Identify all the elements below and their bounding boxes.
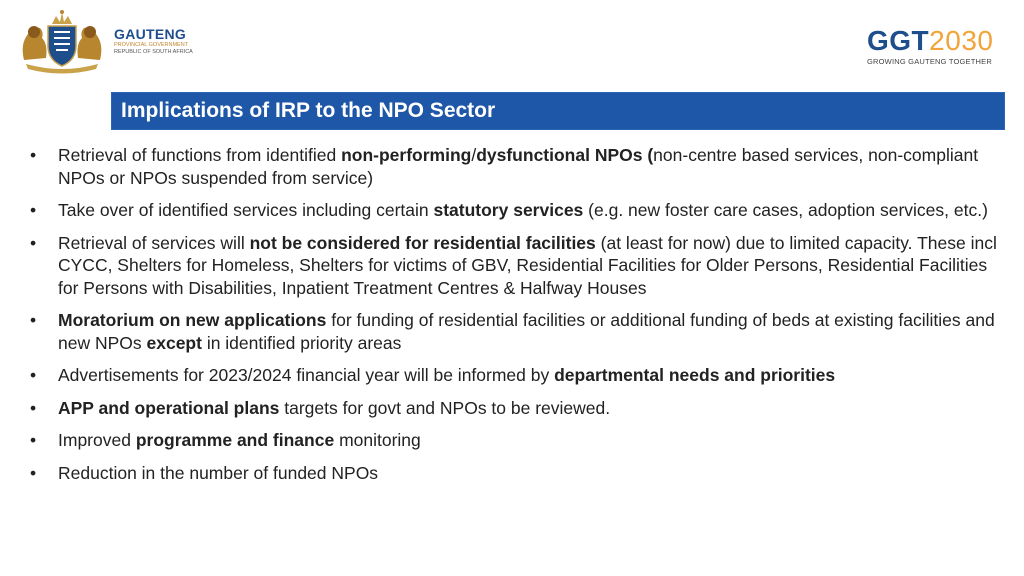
bullet-1-text-2: / — [471, 145, 477, 165]
bullet-2-text-1: Take over of identified services including certain — [58, 200, 434, 220]
bullet-glyph: • — [30, 310, 37, 330]
bullet-item-3 — [30, 232, 1005, 300]
ggt-title-part-a: GGT — [867, 25, 930, 56]
bullet-item-6 — [30, 397, 1005, 420]
bullet-1-bold-2: dysfunctional NPOs ( — [476, 145, 654, 165]
bullet-7-bold-1: programme and finance — [135, 430, 335, 450]
bullet-6-bold-1: APP and operational plans — [58, 397, 280, 418]
bullet-item-4 — [30, 309, 1005, 354]
gauteng-logo — [16, 8, 206, 74]
bullet-glyph: • — [30, 145, 37, 165]
coat-of-arms-icon — [16, 8, 108, 74]
bullet-2-bold-1: statutory services — [433, 200, 584, 220]
bullet-list — [30, 144, 1005, 494]
bullet-glyph: • — [30, 200, 37, 220]
bullet-glyph: • — [30, 232, 37, 253]
bullet-2-text-2: (e.g. new foster care cases, adoption services, etc.) — [583, 200, 988, 220]
bullet-4-bold-1: Moratorium on new applications — [58, 310, 327, 330]
bullet-4-text-2: in identified priority areas — [201, 332, 402, 353]
bullet-4-text-1: for funding of residential facilities or additional funding of beds at existing facilities and new NPOs — [58, 310, 995, 353]
bullet-item-7 — [30, 429, 1005, 452]
bullet-6-text-1: targets for govt and NPOs to be reviewed. — [279, 397, 611, 418]
gauteng-subline-2: REPUBLIC OF SOUTH AFRICA — [114, 49, 193, 55]
slide-title-bar — [111, 92, 1005, 130]
ggt2030-tagline: GROWING GAUTENG TOGETHER — [867, 57, 992, 66]
bullet-8-text-1: Reduction in the number of funded NPOs — [58, 462, 379, 483]
bullet-3-text-2: (at least for now) due to limited capacity. These incl CYCC, Shelters for Homeless, Shelters for victims of GBV, Residential Facilities for Older Persons, Residential Facilities for Persons with Disabilities, Inpatient Treatment Centres & Halfway Houses — [58, 232, 997, 298]
slide-title: Implications of IRP to the NPO Sector — [121, 99, 496, 122]
bullet-item-2 — [30, 199, 1005, 222]
gauteng-name: GAUTENG — [114, 26, 187, 42]
bullet-glyph: • — [30, 397, 37, 418]
bullet-glyph: • — [30, 430, 37, 450]
ggt2030-logo — [867, 26, 1002, 66]
bullet-glyph: • — [30, 365, 37, 385]
ggt2030-title — [867, 26, 1002, 56]
bullet-7-text-1: Improved — [58, 430, 136, 450]
bullet-3-text-1: Retrieval of services will — [58, 232, 250, 253]
bullet-item-8 — [30, 462, 1005, 485]
bullet-1-bold-1: non-performing — [341, 145, 472, 165]
bullet-item-5 — [30, 364, 1005, 387]
bullet-4-bold-2: except — [146, 332, 202, 353]
bullet-1-text-1: Retrieval of functions from identified — [58, 145, 342, 165]
bullet-glyph: • — [30, 462, 37, 483]
bullet-5-bold-1: departmental needs and priorities — [554, 365, 836, 385]
gauteng-wordmark — [114, 26, 193, 56]
bullet-5-text-1: Advertisements for 2023/2024 financial year will be informed by — [58, 365, 555, 385]
bullet-1-text-3: non-centre based services, non-compliant NPOs or NPOs suspended from service) — [58, 145, 979, 188]
gauteng-subline-1: PROVINCIAL GOVERNMENT — [114, 42, 189, 48]
bullet-item-1 — [30, 144, 1005, 189]
bullet-3-bold-1: not be considered for residential facilities — [249, 232, 596, 253]
ggt-title-part-b: 2030 — [929, 25, 994, 56]
bullet-7-text-2: monitoring — [334, 430, 421, 450]
